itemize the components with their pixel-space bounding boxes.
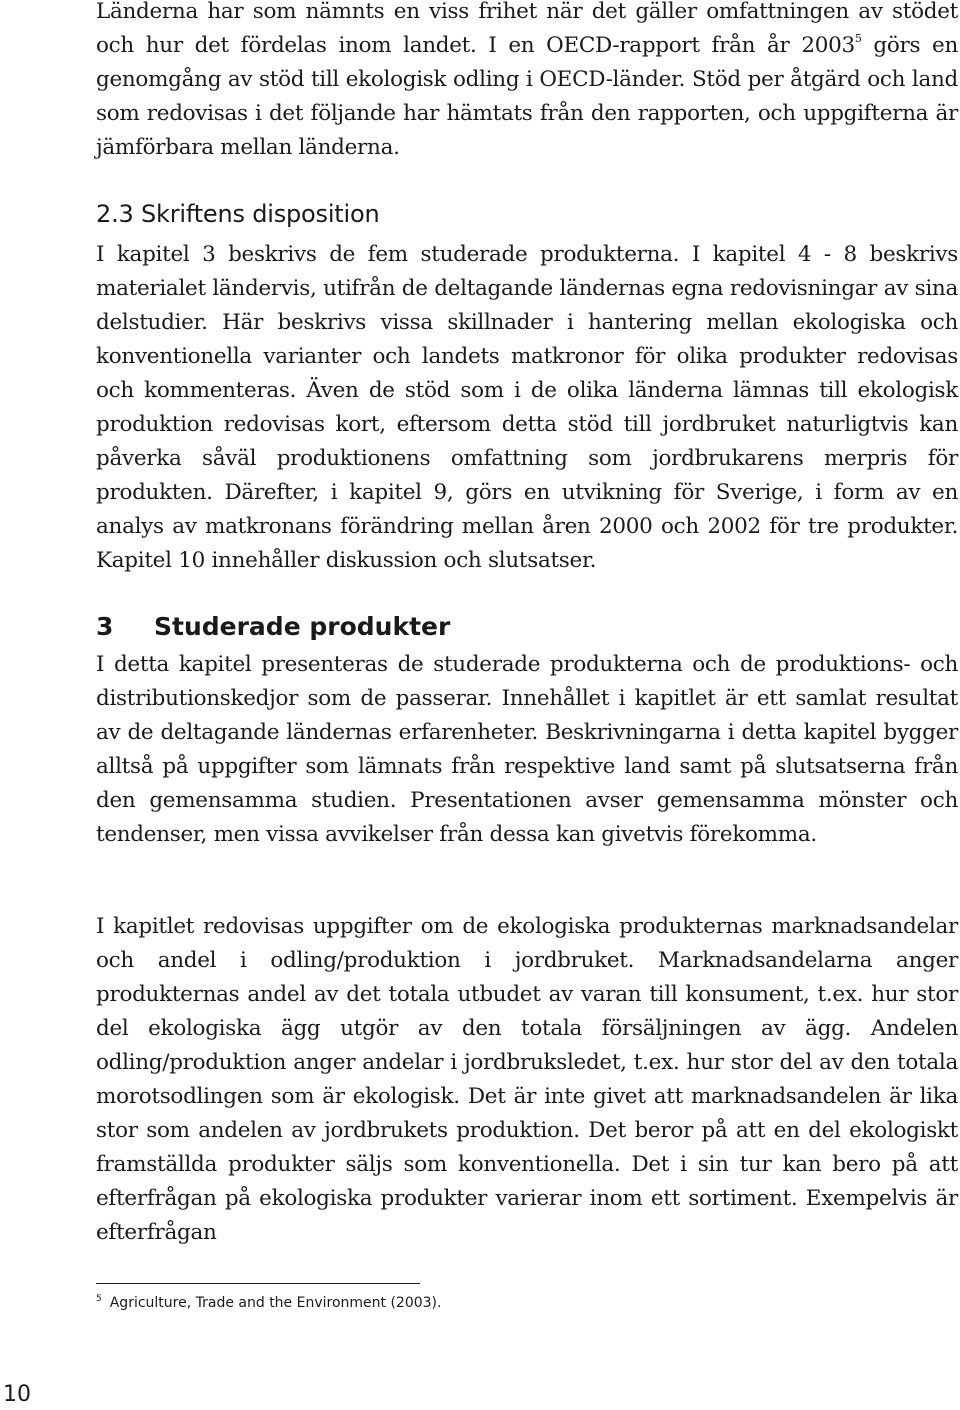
footnote-text: Agriculture, Trade and the Environment (2003). — [109, 1295, 442, 1311]
footnote — [96, 1294, 441, 1311]
page-number: 10 — [3, 1382, 31, 1407]
section-heading-2-3: 2.3 Skriftens disposition — [96, 200, 380, 228]
chapter-paragraph-1: I detta kapitel presenteras de studerade produkterna och de produktions- och distributionskedjor som de passerar. Innehållet i kapitlet är ett samlat resultat av de deltagande ländernas erfarenheter. Beskrivningarna i detta kapitel bygger alltså på uppgifter som lämnats från respektive land samt på slutsatserna från den gemensamma studien. Presentationen avser gemensamma mönster och tendenser, men vissa avvikelser från dessa kan givetvis förekomma. — [96, 652, 958, 847]
footnote-separator — [96, 1283, 420, 1284]
chapter-title: Studerade produkter — [154, 612, 451, 641]
intro-text-a: Länderna har som nämnts en viss frihet när det gäller omfattningen av stödet och hur det fördelas inom landet. I en OECD-rapport från år 2003 — [96, 0, 958, 58]
chapter-heading — [96, 612, 450, 641]
chapter-paragraph-2: I kapitlet redovisas uppgifter om de ekologiska produkternas marknadsandelar och andel i odling/produktion i jordbruket. Marknadsandelarna anger produkternas andel av det totala utbudet av varan till konsument, t.ex. hur stor del ekologiska ägg utgör av den totala försäljningen av ägg. Andelen odling/produktion anger andelar i jordbruksledet, t.ex. hur stor del av den totala morotsodlingen som är ekologisk. Det är inte givet att marknadsandelen är lika stor som andelen av jordbrukets produktion. Det beror på att en del ekologiskt framställda produkter säljs som konventionella. Det i sin tur kan bero på att efterfrågan på ekologiska produkter varierar inom ett sortiment. Exempelvis är efterfrågan — [96, 914, 958, 1245]
footnote-reference[interactable]: 5 — [854, 32, 862, 45]
chapter-number: 3 — [96, 612, 114, 641]
intro-text-b: görs en genomgång av stöd till ekologisk odling i OECD-länder. Stöd per åtgärd och land som redovisas i det följande har hämtats från den rapporten, och uppgifterna är jämförbara mellan länderna. — [96, 33, 958, 160]
disposition-paragraph: I kapitel 3 beskrivs de fem studerade produkterna. I kapitel 4 - 8 beskrivs materialet ländervis, utifrån de deltagande ländernas egna redovisningar av sina delstudier. Här beskrivs vissa skillnader i hantering mellan ekologiska och konventionella varianter och landets matkronor för olika produkter redovisas och kommenteras. Även de stöd som i de olika länderna lämnas till ekologisk produktion redovisas kort, eftersom detta stöd till jordbruket naturligtvis kan påverka såväl produktionens omfattning som jordbrukarens merpris för produkten. Därefter, i kapitel 9, görs en utvikning för Sverige, i form av en analys av matkronans förändring mellan åren 2000 och 2002 för tre produkter. Kapitel 10 innehåller diskussion och slutsatser. — [96, 242, 958, 573]
intro-paragraph — [96, 0, 958, 165]
footnote-mark: 5 — [96, 1294, 102, 1304]
